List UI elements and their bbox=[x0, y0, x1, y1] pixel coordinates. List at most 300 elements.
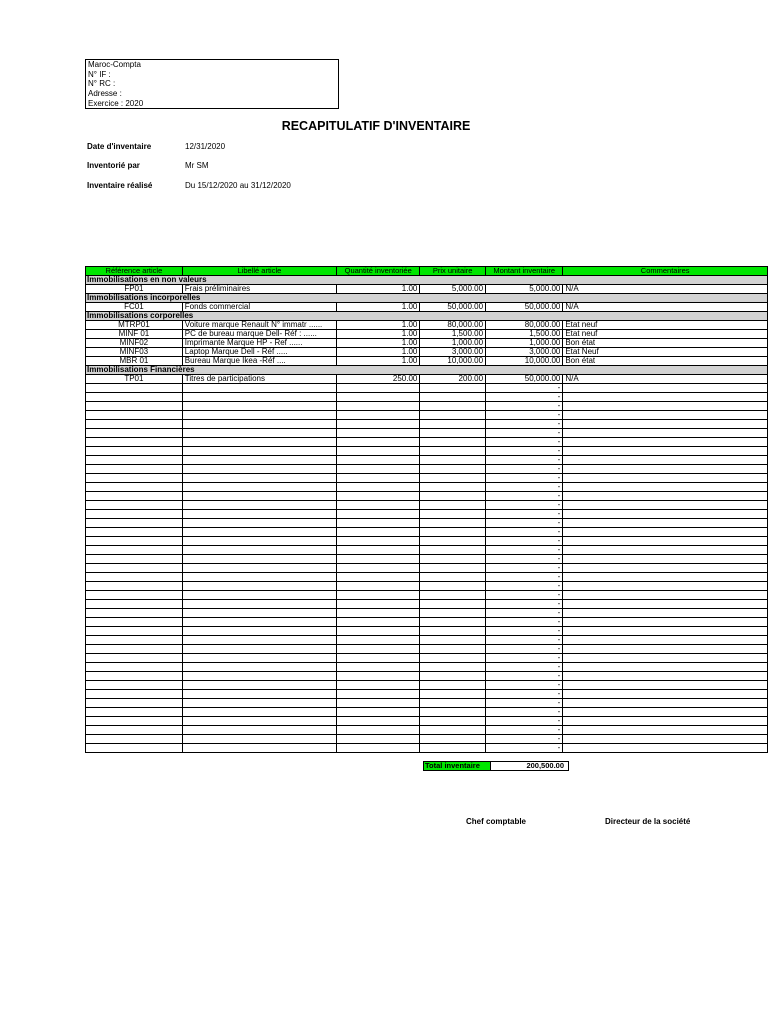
empty-cell bbox=[420, 600, 486, 609]
cell-label: Fonds commercial bbox=[182, 303, 336, 312]
cell-amount: 10,000.00 bbox=[486, 357, 563, 366]
empty-cell bbox=[86, 645, 183, 654]
cell-comment: N/A bbox=[563, 375, 768, 384]
empty-amount-cell: - bbox=[486, 717, 563, 726]
empty-cell bbox=[182, 393, 336, 402]
cell-label: PC de bureau marque Dell- Réf : ...... bbox=[182, 330, 336, 339]
empty-amount-cell: - bbox=[486, 663, 563, 672]
empty-cell bbox=[563, 492, 768, 501]
empty-cell bbox=[86, 681, 183, 690]
empty-cell bbox=[86, 744, 183, 753]
empty-cell bbox=[182, 510, 336, 519]
empty-cell bbox=[86, 384, 183, 393]
empty-cell bbox=[182, 735, 336, 744]
section-title: Immobilisations incorporelles bbox=[86, 294, 768, 303]
empty-amount-cell: - bbox=[486, 636, 563, 645]
cell-amount: 80,000.00 bbox=[486, 321, 563, 330]
empty-cell bbox=[182, 690, 336, 699]
empty-cell bbox=[563, 735, 768, 744]
empty-amount-cell: - bbox=[486, 546, 563, 555]
empty-row bbox=[86, 672, 768, 681]
cell-reference: MINF 01 bbox=[86, 330, 183, 339]
empty-cell bbox=[86, 447, 183, 456]
cell-reference: MINF02 bbox=[86, 339, 183, 348]
company-name: Maroc-Compta bbox=[88, 60, 141, 69]
empty-cell bbox=[86, 582, 183, 591]
inventory-period-label: Inventaire réalisé bbox=[87, 181, 153, 190]
cell-label: Bureau Marque Ikea -Réf .... bbox=[182, 357, 336, 366]
empty-cell bbox=[420, 618, 486, 627]
empty-cell bbox=[420, 411, 486, 420]
empty-cell bbox=[420, 456, 486, 465]
empty-cell bbox=[86, 591, 183, 600]
empty-cell bbox=[563, 546, 768, 555]
empty-cell bbox=[337, 645, 420, 654]
cell-label: Frais préliminaires bbox=[182, 285, 336, 294]
inventory-date-value: 12/31/2020 bbox=[185, 142, 226, 151]
empty-cell bbox=[420, 582, 486, 591]
empty-row bbox=[86, 465, 768, 474]
empty-cell bbox=[86, 600, 183, 609]
cell-amount: 5,000.00 bbox=[486, 285, 563, 294]
empty-cell bbox=[182, 645, 336, 654]
empty-row bbox=[86, 519, 768, 528]
empty-cell bbox=[420, 528, 486, 537]
empty-cell bbox=[420, 564, 486, 573]
empty-amount-cell: - bbox=[486, 681, 563, 690]
empty-cell bbox=[182, 726, 336, 735]
empty-amount-cell: - bbox=[486, 510, 563, 519]
empty-cell bbox=[86, 456, 183, 465]
company-rc: N° RC : bbox=[88, 79, 116, 89]
empty-cell bbox=[563, 429, 768, 438]
cell-unit-price: 3,000.00 bbox=[420, 348, 486, 357]
empty-row bbox=[86, 456, 768, 465]
empty-cell bbox=[420, 708, 486, 717]
empty-cell bbox=[182, 483, 336, 492]
empty-cell bbox=[337, 519, 420, 528]
cell-comment: Bon état bbox=[563, 357, 768, 366]
empty-amount-cell: - bbox=[486, 411, 563, 420]
empty-cell bbox=[86, 492, 183, 501]
empty-amount-cell: - bbox=[486, 456, 563, 465]
cell-comment: Etat neuf bbox=[563, 330, 768, 339]
empty-row bbox=[86, 717, 768, 726]
empty-cell bbox=[420, 636, 486, 645]
empty-cell bbox=[337, 564, 420, 573]
empty-row bbox=[86, 582, 768, 591]
empty-cell bbox=[563, 717, 768, 726]
empty-cell bbox=[420, 420, 486, 429]
empty-amount-cell: - bbox=[486, 735, 563, 744]
empty-row bbox=[86, 627, 768, 636]
empty-cell bbox=[337, 699, 420, 708]
empty-cell bbox=[182, 618, 336, 627]
empty-amount-cell: - bbox=[486, 573, 563, 582]
empty-row bbox=[86, 447, 768, 456]
empty-cell bbox=[420, 501, 486, 510]
table-row bbox=[86, 348, 768, 357]
empty-cell bbox=[86, 537, 183, 546]
empty-cell bbox=[337, 546, 420, 555]
empty-cell bbox=[337, 681, 420, 690]
section-row bbox=[86, 366, 768, 375]
empty-cell bbox=[337, 537, 420, 546]
empty-row bbox=[86, 690, 768, 699]
empty-cell bbox=[563, 555, 768, 564]
empty-cell bbox=[563, 465, 768, 474]
empty-amount-cell: - bbox=[486, 528, 563, 537]
empty-row bbox=[86, 681, 768, 690]
empty-cell bbox=[563, 483, 768, 492]
table-body bbox=[86, 276, 768, 753]
empty-cell bbox=[420, 546, 486, 555]
empty-row bbox=[86, 474, 768, 483]
empty-cell bbox=[182, 456, 336, 465]
empty-cell bbox=[563, 690, 768, 699]
empty-cell bbox=[337, 654, 420, 663]
empty-cell bbox=[563, 393, 768, 402]
empty-amount-cell: - bbox=[486, 708, 563, 717]
cell-unit-price: 50,000.00 bbox=[420, 303, 486, 312]
empty-amount-cell: - bbox=[486, 627, 563, 636]
empty-cell bbox=[563, 573, 768, 582]
company-info-box bbox=[85, 59, 339, 109]
empty-amount-cell: - bbox=[486, 672, 563, 681]
empty-amount-cell: - bbox=[486, 393, 563, 402]
empty-amount-cell: - bbox=[486, 618, 563, 627]
empty-cell bbox=[420, 393, 486, 402]
empty-cell bbox=[182, 681, 336, 690]
empty-cell bbox=[420, 744, 486, 753]
empty-cell bbox=[420, 627, 486, 636]
empty-cell bbox=[337, 492, 420, 501]
empty-cell bbox=[420, 483, 486, 492]
empty-cell bbox=[182, 636, 336, 645]
cell-amount: 1,000.00 bbox=[486, 339, 563, 348]
empty-row bbox=[86, 438, 768, 447]
inventoried-by-value: Mr SM bbox=[185, 161, 209, 170]
empty-cell bbox=[182, 708, 336, 717]
cell-reference: TP01 bbox=[86, 375, 183, 384]
empty-cell bbox=[86, 402, 183, 411]
empty-cell bbox=[182, 573, 336, 582]
empty-cell bbox=[563, 609, 768, 618]
empty-row bbox=[86, 726, 768, 735]
table-header-row bbox=[86, 267, 768, 276]
cell-quantity: 1.00 bbox=[337, 321, 420, 330]
cell-label: Laptop Marque Dell - Réf ..... bbox=[182, 348, 336, 357]
cell-label: Titres de participations bbox=[182, 375, 336, 384]
empty-cell bbox=[182, 663, 336, 672]
header-reference: Référence article bbox=[86, 267, 183, 276]
empty-row bbox=[86, 564, 768, 573]
empty-amount-cell: - bbox=[486, 420, 563, 429]
cell-comment: Etat neuf bbox=[563, 321, 768, 330]
table-row bbox=[86, 330, 768, 339]
empty-cell bbox=[337, 726, 420, 735]
empty-cell bbox=[86, 474, 183, 483]
empty-row bbox=[86, 699, 768, 708]
empty-cell bbox=[420, 555, 486, 564]
empty-cell bbox=[337, 600, 420, 609]
empty-cell bbox=[182, 429, 336, 438]
empty-amount-cell: - bbox=[486, 555, 563, 564]
inventory-date-label: Date d'inventaire bbox=[87, 142, 152, 151]
empty-amount-cell: - bbox=[486, 501, 563, 510]
cell-comment: N/A bbox=[563, 303, 768, 312]
header-amount: Montant inventaire bbox=[486, 267, 563, 276]
empty-cell bbox=[182, 699, 336, 708]
empty-cell bbox=[337, 636, 420, 645]
empty-amount-cell: - bbox=[486, 726, 563, 735]
cell-reference: MINF03 bbox=[86, 348, 183, 357]
empty-cell bbox=[563, 726, 768, 735]
section-row bbox=[86, 276, 768, 285]
empty-cell bbox=[420, 726, 486, 735]
empty-cell bbox=[182, 501, 336, 510]
inventoried-by-label: Inventorié par bbox=[87, 161, 140, 170]
empty-cell bbox=[337, 591, 420, 600]
empty-row bbox=[86, 546, 768, 555]
empty-cell bbox=[86, 636, 183, 645]
empty-amount-cell: - bbox=[486, 654, 563, 663]
empty-cell bbox=[86, 663, 183, 672]
empty-cell bbox=[86, 654, 183, 663]
empty-cell bbox=[420, 591, 486, 600]
empty-cell bbox=[563, 438, 768, 447]
section-title: Immobilisations Financières bbox=[86, 366, 768, 375]
empty-cell bbox=[563, 636, 768, 645]
empty-cell bbox=[337, 735, 420, 744]
empty-row bbox=[86, 573, 768, 582]
empty-cell bbox=[86, 393, 183, 402]
empty-cell bbox=[86, 510, 183, 519]
empty-cell bbox=[563, 708, 768, 717]
cell-quantity: 1.00 bbox=[337, 330, 420, 339]
empty-cell bbox=[182, 492, 336, 501]
empty-cell bbox=[337, 438, 420, 447]
empty-cell bbox=[563, 474, 768, 483]
empty-cell bbox=[563, 537, 768, 546]
empty-cell bbox=[86, 726, 183, 735]
cell-quantity: 1.00 bbox=[337, 303, 420, 312]
empty-cell bbox=[86, 609, 183, 618]
empty-cell bbox=[420, 609, 486, 618]
empty-cell bbox=[563, 528, 768, 537]
empty-cell bbox=[337, 384, 420, 393]
empty-amount-cell: - bbox=[486, 591, 563, 600]
empty-cell bbox=[563, 627, 768, 636]
empty-cell bbox=[86, 564, 183, 573]
empty-cell bbox=[563, 654, 768, 663]
empty-cell bbox=[337, 582, 420, 591]
empty-cell bbox=[182, 672, 336, 681]
empty-cell bbox=[337, 744, 420, 753]
page-title: RECAPITULATIF D'INVENTAIRE bbox=[281, 119, 471, 133]
empty-cell bbox=[182, 555, 336, 564]
cell-quantity: 1.00 bbox=[337, 357, 420, 366]
section-title: Immobilisations corporelles bbox=[86, 312, 768, 321]
empty-cell bbox=[337, 429, 420, 438]
empty-cell bbox=[420, 717, 486, 726]
empty-cell bbox=[563, 582, 768, 591]
empty-cell bbox=[337, 393, 420, 402]
empty-cell bbox=[337, 555, 420, 564]
empty-cell bbox=[182, 519, 336, 528]
empty-amount-cell: - bbox=[486, 537, 563, 546]
empty-cell bbox=[420, 510, 486, 519]
cell-quantity: 1.00 bbox=[337, 285, 420, 294]
empty-cell bbox=[182, 528, 336, 537]
empty-row bbox=[86, 636, 768, 645]
empty-cell bbox=[563, 519, 768, 528]
empty-cell bbox=[337, 708, 420, 717]
empty-cell bbox=[182, 420, 336, 429]
empty-cell bbox=[337, 528, 420, 537]
empty-cell bbox=[563, 420, 768, 429]
empty-cell bbox=[420, 447, 486, 456]
empty-cell bbox=[182, 600, 336, 609]
empty-cell bbox=[182, 384, 336, 393]
empty-cell bbox=[182, 474, 336, 483]
empty-cell bbox=[420, 402, 486, 411]
empty-row bbox=[86, 402, 768, 411]
empty-cell bbox=[420, 681, 486, 690]
empty-cell bbox=[563, 447, 768, 456]
cell-quantity: 1.00 bbox=[337, 348, 420, 357]
total-value: 200,500.00 bbox=[490, 761, 569, 771]
empty-cell bbox=[420, 573, 486, 582]
empty-cell bbox=[420, 537, 486, 546]
cell-label: Voiture marque Renault N° immatr ...... bbox=[182, 321, 336, 330]
inventory-table bbox=[85, 266, 768, 753]
empty-cell bbox=[420, 519, 486, 528]
signature-director: Directeur de la société bbox=[605, 817, 691, 826]
empty-cell bbox=[86, 672, 183, 681]
company-exercise: Exercice : 2020 bbox=[88, 98, 144, 108]
empty-cell bbox=[337, 411, 420, 420]
empty-cell bbox=[86, 618, 183, 627]
empty-cell bbox=[182, 654, 336, 663]
cell-quantity: 1.00 bbox=[337, 339, 420, 348]
empty-cell bbox=[182, 546, 336, 555]
header-unit-price: Prix unitaire bbox=[420, 267, 486, 276]
empty-cell bbox=[182, 582, 336, 591]
empty-row bbox=[86, 384, 768, 393]
empty-amount-cell: - bbox=[486, 519, 563, 528]
empty-cell bbox=[337, 501, 420, 510]
empty-amount-cell: - bbox=[486, 744, 563, 753]
empty-cell bbox=[86, 699, 183, 708]
empty-amount-cell: - bbox=[486, 699, 563, 708]
empty-cell bbox=[563, 456, 768, 465]
empty-cell bbox=[337, 420, 420, 429]
empty-row bbox=[86, 429, 768, 438]
empty-amount-cell: - bbox=[486, 609, 563, 618]
empty-cell bbox=[337, 672, 420, 681]
empty-cell bbox=[86, 483, 183, 492]
empty-row bbox=[86, 501, 768, 510]
table-row bbox=[86, 321, 768, 330]
empty-cell bbox=[86, 411, 183, 420]
empty-amount-cell: - bbox=[486, 492, 563, 501]
empty-amount-cell: - bbox=[486, 582, 563, 591]
empty-cell bbox=[182, 627, 336, 636]
empty-cell bbox=[420, 672, 486, 681]
cell-comment: Bon état bbox=[563, 339, 768, 348]
empty-amount-cell: - bbox=[486, 438, 563, 447]
empty-cell bbox=[420, 645, 486, 654]
empty-cell bbox=[420, 429, 486, 438]
empty-amount-cell: - bbox=[486, 465, 563, 474]
empty-cell bbox=[337, 483, 420, 492]
empty-cell bbox=[420, 663, 486, 672]
empty-cell bbox=[563, 411, 768, 420]
empty-cell bbox=[182, 465, 336, 474]
signature-accountant: Chef comptable bbox=[466, 817, 527, 826]
cell-comment: Etat Neuf bbox=[563, 348, 768, 357]
empty-amount-cell: - bbox=[486, 600, 563, 609]
header-label: Libellé article bbox=[182, 267, 336, 276]
cell-amount: 3,000.00 bbox=[486, 348, 563, 357]
empty-cell bbox=[337, 717, 420, 726]
empty-cell bbox=[182, 411, 336, 420]
empty-cell bbox=[337, 690, 420, 699]
empty-amount-cell: - bbox=[486, 645, 563, 654]
empty-cell bbox=[337, 573, 420, 582]
empty-row bbox=[86, 600, 768, 609]
empty-cell bbox=[86, 555, 183, 564]
table-row bbox=[86, 285, 768, 294]
empty-cell bbox=[182, 609, 336, 618]
empty-amount-cell: - bbox=[486, 429, 563, 438]
empty-cell bbox=[86, 546, 183, 555]
empty-cell bbox=[420, 384, 486, 393]
empty-row bbox=[86, 645, 768, 654]
cell-amount: 50,000.00 bbox=[486, 303, 563, 312]
empty-cell bbox=[182, 447, 336, 456]
cell-reference: MTRP01 bbox=[86, 321, 183, 330]
empty-amount-cell: - bbox=[486, 690, 563, 699]
empty-cell bbox=[563, 618, 768, 627]
empty-row bbox=[86, 654, 768, 663]
empty-row bbox=[86, 528, 768, 537]
empty-cell bbox=[337, 456, 420, 465]
empty-cell bbox=[182, 744, 336, 753]
empty-cell bbox=[182, 537, 336, 546]
table-row bbox=[86, 357, 768, 366]
empty-cell bbox=[420, 492, 486, 501]
table-row bbox=[86, 339, 768, 348]
empty-cell bbox=[563, 384, 768, 393]
cell-reference: FC01 bbox=[86, 303, 183, 312]
empty-cell bbox=[337, 663, 420, 672]
empty-cell bbox=[420, 690, 486, 699]
empty-cell bbox=[337, 627, 420, 636]
empty-cell bbox=[86, 627, 183, 636]
empty-amount-cell: - bbox=[486, 402, 563, 411]
company-if: N° IF : bbox=[88, 69, 111, 79]
cell-amount: 50,000.00 bbox=[486, 375, 563, 384]
empty-cell bbox=[86, 573, 183, 582]
empty-amount-cell: - bbox=[486, 474, 563, 483]
empty-cell bbox=[563, 744, 768, 753]
empty-cell bbox=[86, 735, 183, 744]
empty-cell bbox=[420, 654, 486, 663]
cell-unit-price: 1,500.00 bbox=[420, 330, 486, 339]
empty-row bbox=[86, 663, 768, 672]
